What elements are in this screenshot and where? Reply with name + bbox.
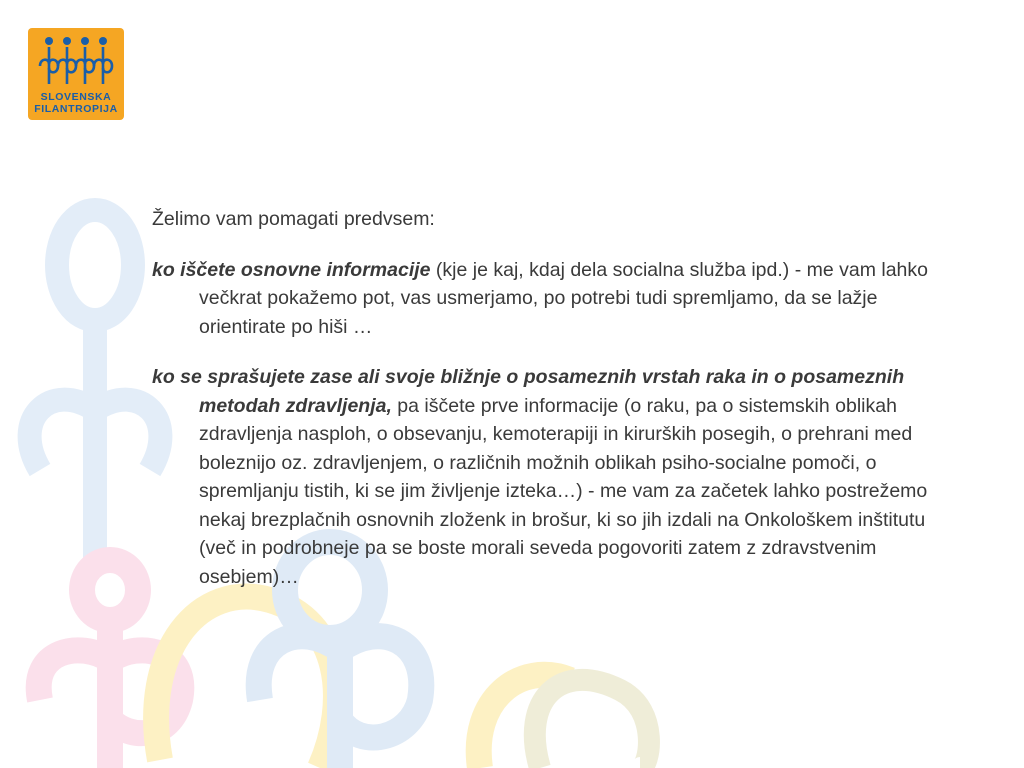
bullet-item-1-lead: ko iščete osnovne informacije xyxy=(152,258,431,281)
main-content xyxy=(152,205,962,591)
bullet-item-2-lead: ko se sprašujete zase ali svoje bližnje o posameznih vrstah raka in o posameznih metodah zdravljenja, xyxy=(152,366,905,417)
bullet-item-2 xyxy=(152,363,962,591)
bullet-item-1 xyxy=(152,256,962,342)
bullet-item-1-text: (kje je kaj, kdaj dela socialna služba ipd.) - me vam lahko večkrat pokažemo pot, vas usmerjamo, po potrebi tudi spremljamo, da se lažje orientirate po hiši … xyxy=(199,258,928,338)
slovenska-filantropija-logo xyxy=(28,28,124,120)
intro-text: Želimo vam pomagati predvsem: xyxy=(152,208,435,230)
bullet-item-2-text: pa iščete prve informacije (o raku, pa o sistemskih oblikah zdravljenja nasploh, o obsevanju, kemoterapiji in kirurških posegih, o prehrani med boleznijo oz. zdravljenjem, o različnih možnih oblikah psiho-socialne pomoči, o spremljanju tistih, ki se jim življenje izteka…) - me vam za začetek lahko postrežemo nekaj brezplačnih osnovnih zloženk in brošur, ki so jih izdali na Onkološkem inštitutu (več in podrobneje pa se boste morali seveda pogovoriti zatem z zdravstvenim osebjem)… xyxy=(199,394,928,588)
logo-text-line1: SLOVENSKA xyxy=(40,91,112,103)
logo-text-line2: FILANTROPIJA xyxy=(34,103,118,115)
